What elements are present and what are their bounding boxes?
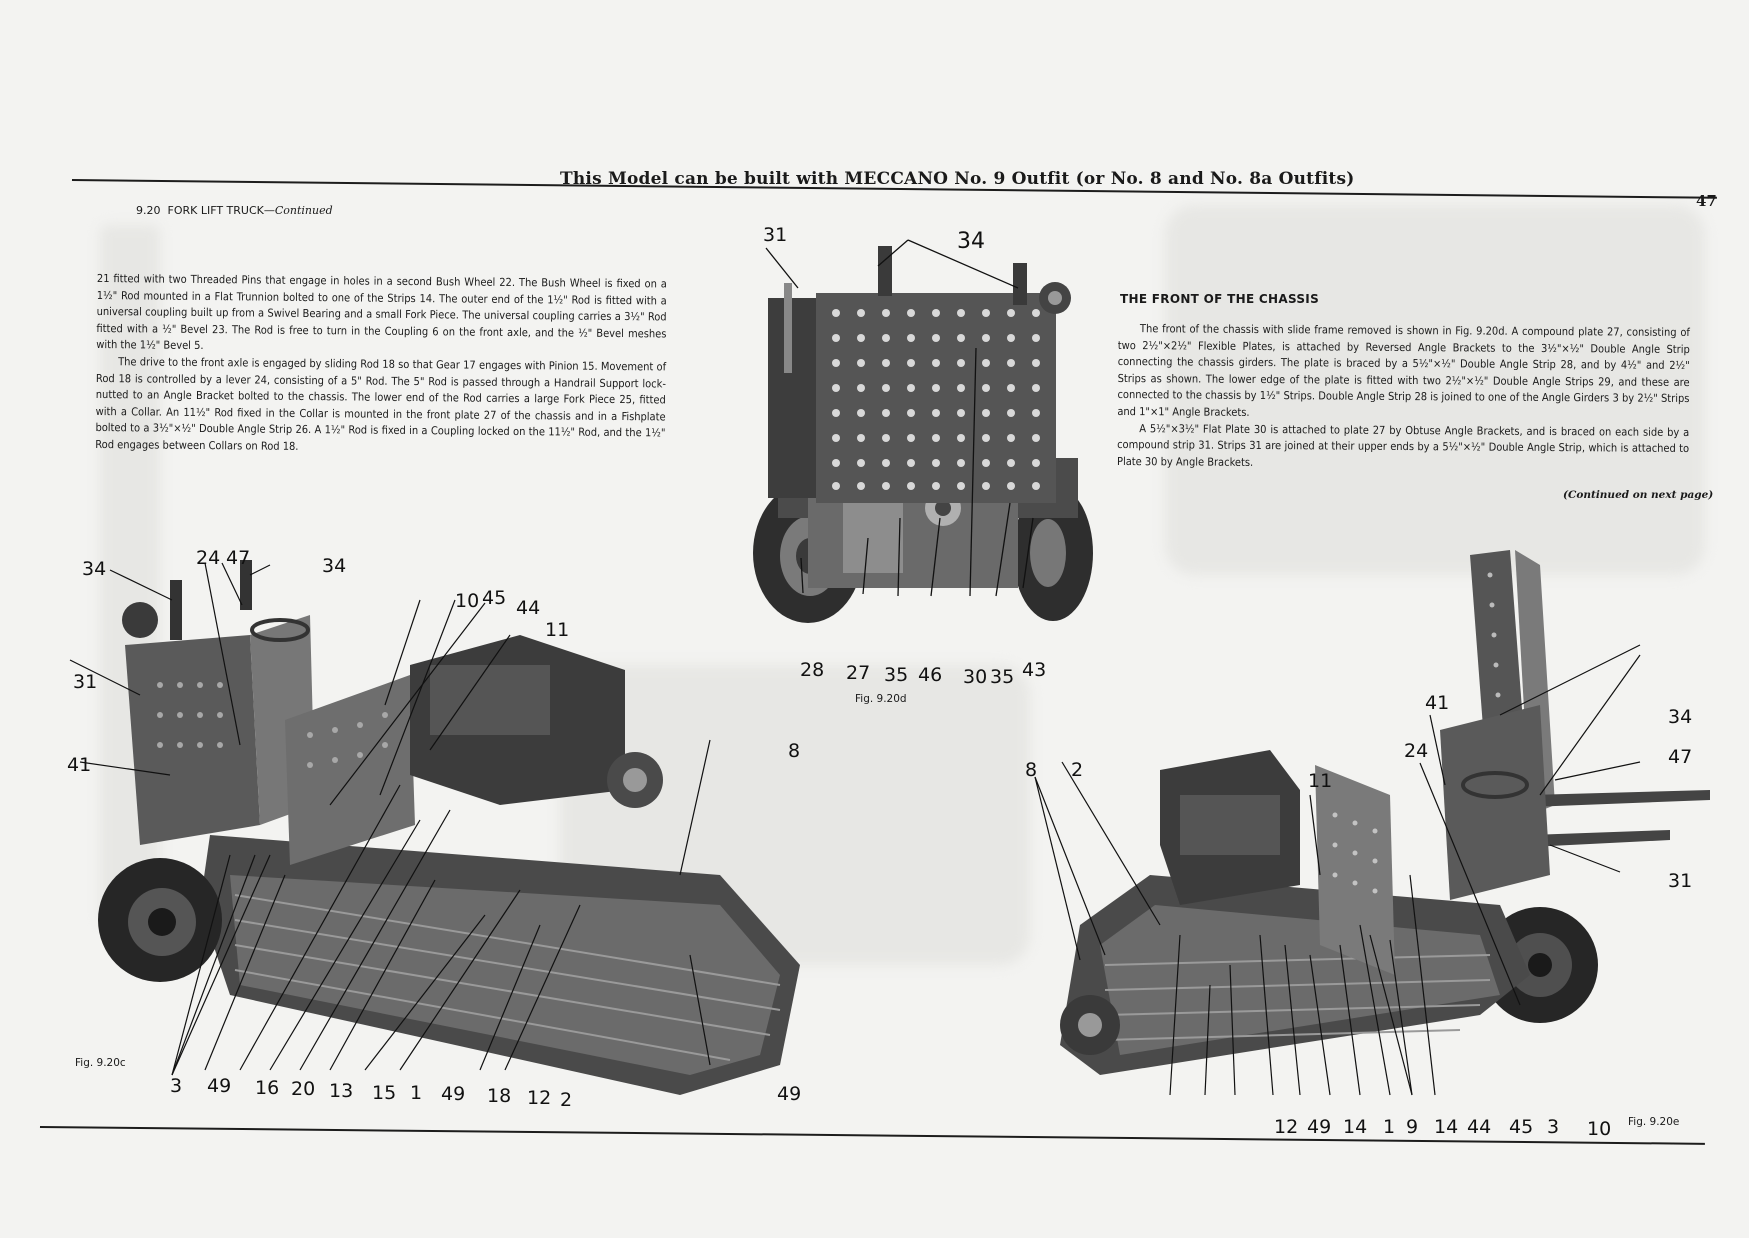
fig-e-label: 24	[1404, 740, 1429, 762]
fig-d-label: 43	[1022, 659, 1047, 681]
fig-d-label: 34	[957, 229, 985, 254]
fig-d-label: 35	[884, 664, 909, 686]
fig-c-label: 45	[482, 587, 507, 609]
fig-c-label: 31	[73, 671, 98, 693]
fig-e-label: 9	[1406, 1116, 1419, 1138]
fig-c-label: 12	[527, 1087, 552, 1109]
fig-e-label: 44	[1467, 1116, 1492, 1138]
right-paragraph-2: A 5½"×3½" Flat Plate 30 is attached to plate 27 by Obtuse Angle Brackets, and is braced on each side by a compound strip 31. Strips 31 are joined at their upper ends by a 5½"×½" Double Angle Strip, which is attached to Plate 30 by Angle Brackets.	[1116, 421, 1690, 469]
section-number: 9.20	[136, 204, 161, 217]
fig-e-label: 3	[1547, 1116, 1560, 1138]
figure-9-20c-photo	[80, 545, 800, 1055]
fig-e-label: 1	[1383, 1116, 1396, 1138]
fig-c-label: 3	[170, 1075, 183, 1097]
fig-e-label: 47	[1668, 746, 1693, 768]
fig-e-label: 2	[1071, 759, 1084, 781]
fig-c-label: 10	[455, 590, 480, 612]
fig-e-label: 45	[1509, 1116, 1534, 1138]
fig-d-label: 46	[918, 664, 943, 686]
fig-c-label: 15	[372, 1082, 397, 1104]
fig-e-label: 41	[1425, 692, 1450, 714]
fig-e-label: 34	[1668, 706, 1693, 728]
section-suffix: —Continued	[263, 204, 333, 217]
fig-d-label: 30	[963, 666, 988, 688]
left-paragraph-1: 21 fitted with two Threaded Pins that engage in holes in a second Bush Wheel 22. The Bush Wheel is fixed on a 1½" Rod mounted in a Flat Trunnion bolted to one of the Strips 14. The outer end of the 1½" Rod is fitted with a universal coupling built up from a Swivel Bearing and a small Fork Piece. The universal coupling carries a 3½" Rod fitted with a ½" Bevel 23. The Rod is free to turn in the Coupling 6 on the front axle, and the ½" Bevel meshes with the 1½" Bevel 5.	[96, 271, 667, 353]
fig-c-label: 1	[410, 1082, 423, 1104]
fig-d-label: 27	[846, 662, 871, 684]
fig-c-label: 41	[67, 754, 92, 776]
figure-9-20e-photo	[1060, 545, 1640, 1105]
fig-e-label: 14	[1434, 1116, 1459, 1138]
fig-e-label: 10	[1587, 1118, 1612, 1140]
fig-c-label: 16	[255, 1077, 280, 1099]
chassis-heading: THE FRONT OF THE CHASSIS	[1120, 292, 1320, 306]
fig-d-label: 35	[990, 666, 1015, 688]
fig-c-label: 34	[82, 558, 107, 580]
figure-9-20d-caption: Fig. 9.20d	[855, 693, 907, 705]
fig-e-label: 12	[1274, 1116, 1299, 1138]
figure-9-20c-caption: Fig. 9.20c	[75, 1057, 126, 1069]
fig-c-label: 20	[291, 1078, 316, 1100]
left-paragraph-2: The drive to the front axle is engaged by sliding Rod 18 so that Gear 17 engages with Pinion 15. Movement of Rod 18 is controlled by a lever 24, consisting of a 5" Rod. The 5" Rod is passed through a Handrail Support lock-nutted to an Angle Bracket bolted to the chassis. The lower end of the Rod carries a large Fork Piece 25, fitted with a Collar. An 11½" Rod fixed in the Collar is mounted in the front plate 27 of the chassis and in a Fishplate bolted to a 3½"×½" Double Angle Strip 26. A 1½" Rod is fixed in a Coupling locked on the 11½" Rod, and the 1½" Rod engages between Collars on Rod 18.	[95, 355, 667, 453]
page-number: 47	[1696, 192, 1717, 210]
fig-c-label: 11	[545, 619, 570, 641]
section-title: FORK LIFT TRUCK	[167, 204, 264, 217]
right-paragraph-1: The front of the chassis with slide frame removed is shown in Fig. 9.20d. A compound plate 27, consisting of two 2½"×2½" Flexible Plates, is attached by Reversed Angle Brackets to the 3½"×½" Double Angle Strip connecting the chassis girders. The plate is braced by a 5½"×½" Double Angle Strip 28, and by 4½" and 2½" Strips as shown. The lower edge of the plate is fitted with two 2½"×½" Double Angle Strips 29, and these are connected to the chassis by 1½" Strips. Double Angle Strip 28 is joined to one of the Angle Girders 3 by 2½" Strips and 1"×1" Angle Brackets.	[1117, 322, 1690, 419]
fig-c-label: 34	[322, 555, 347, 577]
fig-e-label: 31	[1668, 870, 1693, 892]
left-body-text	[95, 271, 667, 459]
fig-c-label: 13	[329, 1080, 354, 1102]
figure-9-20d-photo	[748, 218, 1108, 628]
fig-e-label: 8	[1025, 759, 1038, 781]
fig-c-label: 47	[226, 547, 251, 569]
fig-c-label: 18	[487, 1085, 512, 1107]
fig-c-label: 49	[441, 1083, 466, 1105]
fig-e-label: 49	[1307, 1116, 1332, 1138]
fig-c-label: 2	[560, 1089, 573, 1111]
page-header-title: This Model can be built with MECCANO No. 9 Outfit (or No. 8 and No. 8a Outfits)	[560, 169, 1355, 189]
fig-d-label: 28	[800, 659, 825, 681]
continued-note: (Continued on next page)	[1563, 489, 1714, 501]
fig-d-label: 31	[763, 224, 788, 246]
fig-c-label: 44	[516, 597, 541, 619]
fig-c-label: 49	[207, 1075, 232, 1097]
fig-c-label: 8	[788, 740, 801, 762]
fig-c-label: 49	[777, 1083, 802, 1105]
figure-9-20e-caption: Fig. 9.20e	[1628, 1116, 1680, 1128]
fig-e-label: 11	[1308, 770, 1333, 792]
fig-e-label: 14	[1343, 1116, 1368, 1138]
fig-c-label: 24	[196, 547, 221, 569]
right-body-text	[1117, 321, 1690, 474]
section-heading	[136, 204, 333, 217]
